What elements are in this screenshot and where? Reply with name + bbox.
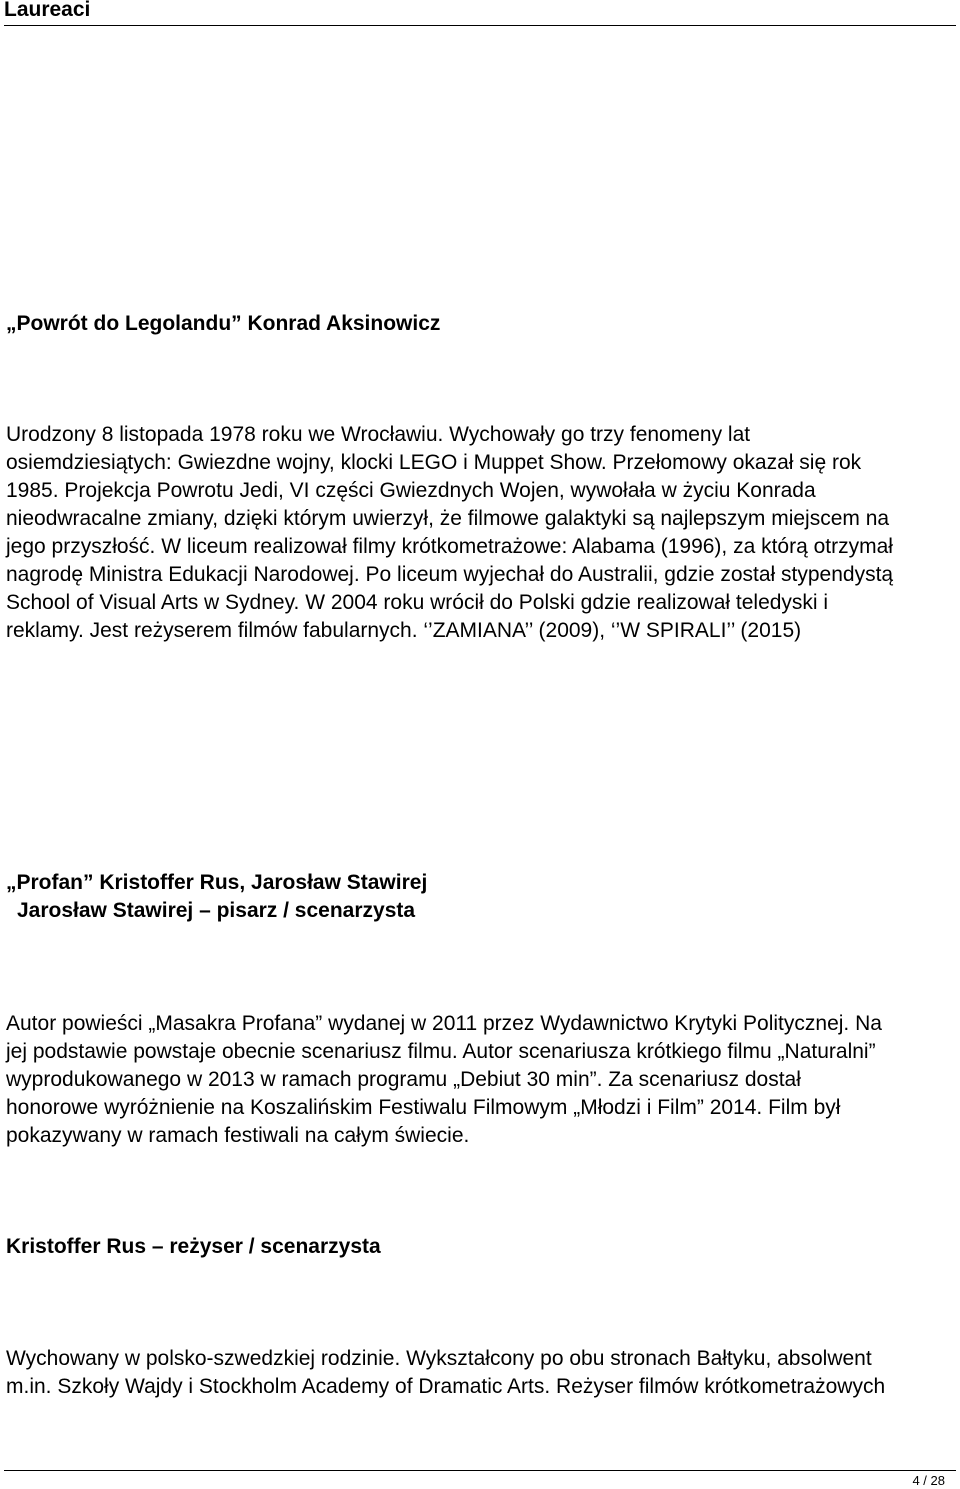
paragraph-line: wyprodukowanego w 2013 w ramach programu „Debiut 30 min”. Za scenariusz dostał bbox=[6, 1068, 801, 1091]
page-header-title: Laureaci bbox=[4, 0, 91, 21]
paragraph-line: pokazywany w ramach festiwali na całym świecie. bbox=[6, 1124, 470, 1147]
paragraph-line: School of Visual Arts w Sydney. W 2004 roku wrócił do Polski gdzie realizował teledyski i bbox=[6, 591, 829, 614]
paragraph-line: jej podstawie powstaje obecnie scenariusz filmu. Autor scenariusza krótkiego filmu „Naturalni” bbox=[6, 1040, 876, 1063]
paragraph-line: 1985. Projekcja Powrotu Jedi, VI części Gwiezdnych Wojen, wywołała w życiu Konrada bbox=[6, 479, 816, 502]
paragraph-line: honorowe wyróżnienie na Koszalińskim Festiwalu Filmowym „Młodzi i Film” 2014. Film był bbox=[6, 1096, 841, 1119]
paragraph-line: nieodwracalne zmiany, dzięki którym uwierzył, że filmowe galaktyki są najlepszym miejscem na bbox=[6, 507, 890, 530]
section-heading-powrot-do-legolandu: „Powrót do Legolandu” Konrad Aksinowicz bbox=[6, 312, 441, 335]
section-paragraph-stawirej bbox=[6, 1010, 956, 1150]
paragraph-line: Autor powieści „Masakra Profana” wydanej w 2011 przez Wydawnictwo Krytyki Politycznej. Na bbox=[6, 1012, 882, 1035]
section-heading-profan: „Profan” Kristoffer Rus, Jarosław Stawirej bbox=[6, 871, 428, 894]
paragraph-line: Wychowany w polsko-szwedzkiej rodzinie. Wykształcony po obu stronach Bałtyku, absolwent bbox=[6, 1347, 872, 1370]
paragraph-line: osiemdziesiątych: Gwiezdne wojny, klocki LEGO i Muppet Show. Przełomowy okazał się rok bbox=[6, 451, 862, 474]
paragraph-line: m.in. Szkoły Wajdy i Stockholm Academy of Dramatic Arts. Reżyser filmów krótkometrażowych bbox=[6, 1375, 886, 1398]
footer-divider bbox=[4, 1470, 956, 1471]
section-paragraph-rus bbox=[6, 1345, 956, 1401]
section-heading-kristoffer-rus: Kristoffer Rus – reżyser / scenarzysta bbox=[6, 1235, 381, 1258]
paragraph-line: reklamy. Jest reżyserem filmów fabularnych. ‘’ZAMIANA’’ (2009), ‘’W SPIRALI’’ (2015) bbox=[6, 619, 802, 642]
section-subheading-stawirej: Jarosław Stawirej – pisarz / scenarzysta bbox=[17, 899, 416, 922]
paragraph-line: jego przyszłość. W liceum realizował filmy krótkometrażowe: Alabama (1996), za którą otrzymał bbox=[6, 535, 893, 558]
paragraph-line: Urodzony 8 listopada 1978 roku we Wrocławiu. Wychowały go trzy fenomeny lat bbox=[6, 423, 751, 446]
section-paragraph-aksinowicz bbox=[6, 421, 956, 645]
page-number: 4 / 28 bbox=[912, 1473, 945, 1488]
header-divider bbox=[4, 25, 956, 26]
paragraph-line: nagrodę Ministra Edukacji Narodowej. Po liceum wyjechał do Australii, gdzie został stypendystą bbox=[6, 563, 894, 586]
